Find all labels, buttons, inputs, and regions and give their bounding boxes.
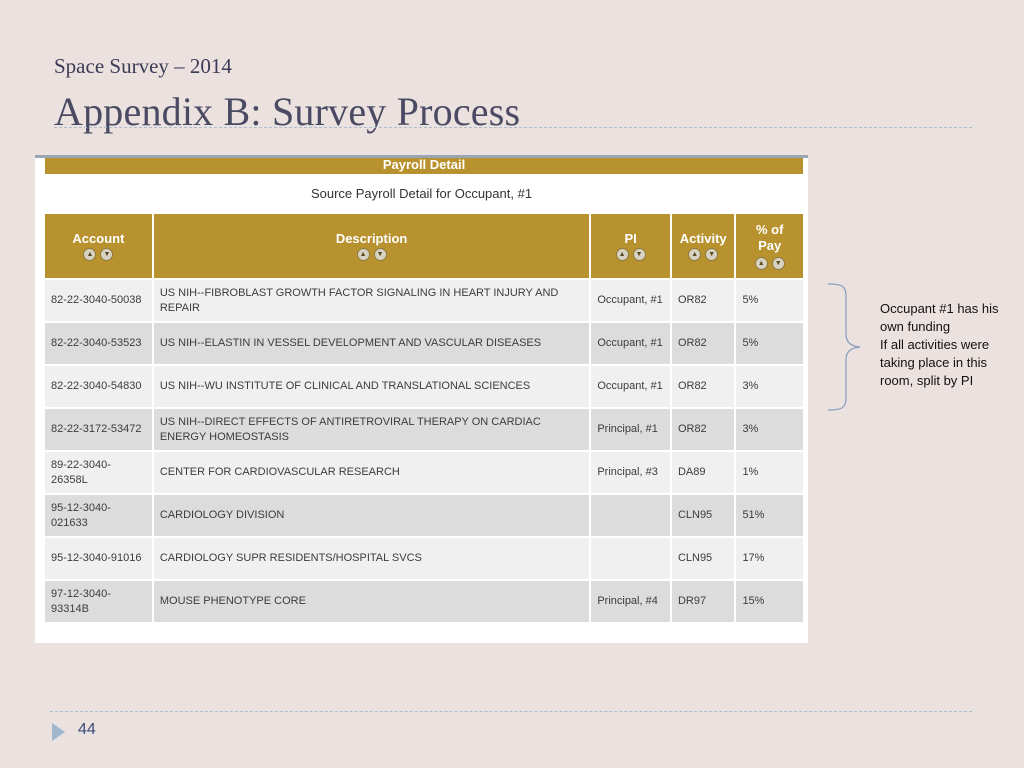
page-number: 44: [78, 721, 96, 738]
activity-cell: OR82: [672, 366, 735, 407]
description-cell: MOUSE PHENOTYPE CORE: [154, 581, 589, 622]
pi-cell: [591, 538, 670, 579]
description-cell: US NIH--ELASTIN IN VESSEL DEVELOPMENT AND VASCULAR DISEASES: [154, 323, 589, 364]
annotation-note: [880, 300, 1015, 390]
column-header-activity[interactable]: [672, 214, 735, 278]
activity-cell: OR82: [672, 409, 735, 450]
account-cell: 82-22-3040-53523: [45, 323, 152, 364]
table-row: [45, 495, 803, 536]
sort-descending-icon[interactable]: ▼: [374, 248, 387, 261]
annotation-line: If all activities were taking place in this room, split by PI: [880, 337, 990, 388]
pi-cell: Principal, #1: [591, 409, 670, 450]
column-header-label: Account: [72, 230, 125, 246]
column-header-label: % of Pay: [755, 222, 784, 254]
sort-descending-icon[interactable]: ▼: [100, 248, 113, 261]
table-row: [45, 538, 803, 579]
table-header-row: [45, 214, 803, 278]
sort-descending-icon[interactable]: ▼: [633, 248, 646, 261]
description-cell: CENTER FOR CARDIOVASCULAR RESEARCH: [154, 452, 589, 493]
description-cell: US NIH--DIRECT EFFECTS OF ANTIRETROVIRAL THERAPY ON CARDIAC ENERGY HOMEOSTASIS: [154, 409, 589, 450]
pi-cell: Principal, #4: [591, 581, 670, 622]
brace-icon: [826, 282, 866, 412]
slide-title: Appendix B: Survey Process: [54, 89, 521, 134]
account-cell: 97-12-3040-93314B: [45, 581, 152, 622]
description-cell: CARDIOLOGY SUPR RESIDENTS/HOSPITAL SVCS: [154, 538, 589, 579]
pi-cell: Occupant, #1: [591, 323, 670, 364]
title-divider: [54, 127, 972, 128]
column-header-account[interactable]: [45, 214, 152, 278]
sort-descending-icon[interactable]: ▼: [772, 257, 785, 270]
account-cell: 95-12-3040-91016: [45, 538, 152, 579]
payroll-table: [43, 212, 805, 624]
pi-cell: [591, 495, 670, 536]
pay-percent-cell: 3%: [736, 409, 803, 450]
play-arrow-icon: [52, 723, 65, 741]
column-header-label: PI: [624, 230, 637, 246]
table-row: [45, 452, 803, 493]
account-cell: 95-12-3040-021633: [45, 495, 152, 536]
column-header-label: Description: [335, 230, 408, 246]
table-row: [45, 280, 803, 321]
pi-cell: Occupant, #1: [591, 280, 670, 321]
table-row: [45, 581, 803, 622]
panel-caption: Source Payroll Detail for Occupant, #1: [310, 186, 533, 201]
description-cell: US NIH--FIBROBLAST GROWTH FACTOR SIGNALING IN HEART INJURY AND REPAIR: [154, 280, 589, 321]
activity-cell: CLN95: [672, 495, 735, 536]
pay-percent-cell: 5%: [736, 280, 803, 321]
pay-percent-cell: 3%: [736, 366, 803, 407]
sort-ascending-icon[interactable]: ▲: [357, 248, 370, 261]
column-header-label: Activity: [679, 230, 727, 246]
activity-cell: OR82: [672, 280, 735, 321]
pay-percent-cell: 15%: [736, 581, 803, 622]
column-header-percent-of-pay[interactable]: [736, 214, 803, 278]
panel-header: Payroll Detail: [45, 158, 803, 174]
pi-cell: Occupant, #1: [591, 366, 670, 407]
activity-cell: CLN95: [672, 538, 735, 579]
account-cell: 82-22-3172-53472: [45, 409, 152, 450]
sort-ascending-icon[interactable]: ▲: [755, 257, 768, 270]
sort-descending-icon[interactable]: ▼: [705, 248, 718, 261]
sort-ascending-icon[interactable]: ▲: [83, 248, 96, 261]
column-header-pi[interactable]: [591, 214, 670, 278]
activity-cell: DR97: [672, 581, 735, 622]
table-row: [45, 409, 803, 450]
account-cell: 82-22-3040-54830: [45, 366, 152, 407]
annotation-line: Occupant #1 has his own funding: [880, 301, 999, 334]
footer-divider: [50, 711, 972, 712]
account-cell: 82-22-3040-50038: [45, 280, 152, 321]
pay-percent-cell: 1%: [736, 452, 803, 493]
description-cell: US NIH--WU INSTITUTE OF CLINICAL AND TRANSLATIONAL SCIENCES: [154, 366, 589, 407]
pay-percent-cell: 5%: [736, 323, 803, 364]
description-cell: CARDIOLOGY DIVISION: [154, 495, 589, 536]
activity-cell: DA89: [672, 452, 735, 493]
pay-percent-cell: 17%: [736, 538, 803, 579]
table-row: [45, 366, 803, 407]
pay-percent-cell: 51%: [736, 495, 803, 536]
column-header-description[interactable]: [154, 214, 589, 278]
sort-ascending-icon[interactable]: ▲: [616, 248, 629, 261]
payroll-detail-panel: [35, 155, 808, 643]
activity-cell: OR82: [672, 323, 735, 364]
sort-ascending-icon[interactable]: ▲: [688, 248, 701, 261]
account-cell: 89-22-3040-26358L: [45, 452, 152, 493]
table-row: [45, 323, 803, 364]
pi-cell: Principal, #3: [591, 452, 670, 493]
slide-subtitle: Space Survey – 2014: [54, 54, 232, 78]
